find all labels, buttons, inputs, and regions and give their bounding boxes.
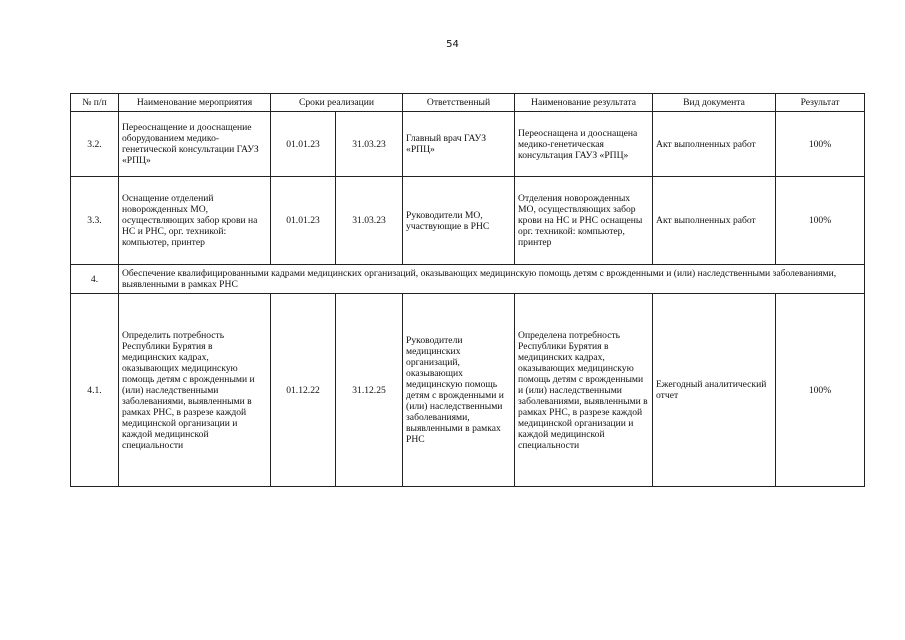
header-row (71, 94, 865, 112)
section-title: Обеспечение квалифицированными кадрами медицинских организаций, оказывающих медицинскую помощь детям с врожденными и (или) наследственными заболеваниями, выявленными в рамках РНС (119, 265, 865, 294)
cell-result: 100% (776, 177, 865, 265)
cell-name: Переоснащение и дооснащение оборудованием медико-генетической консультации ГАУЗ «РПЦ» (119, 112, 271, 177)
cell-num: 3.3. (71, 177, 119, 265)
header-deadlines: Сроки реализации (271, 94, 403, 112)
cell-responsible: Руководители МО, участвующие в РНС (403, 177, 515, 265)
section-num: 4. (71, 265, 119, 294)
plan-table (70, 93, 865, 487)
page-number: 54 (446, 39, 459, 50)
cell-result: 100% (776, 294, 865, 487)
cell-responsible: Главный врач ГАУЗ «РПЦ» (403, 112, 515, 177)
cell-num: 3.2. (71, 112, 119, 177)
cell-result-name: Определена потребность Республики Бурятия в медицинских кадрах, оказывающих медицинскую помощь детям с врожденными и (или) наследственными заболеваниями, выявленными в рамках РНС, в разрезе каждой медицинской организации и каждой медицинской специальности (515, 294, 653, 487)
table-row (71, 294, 865, 487)
cell-doc-type: Акт выполненных работ (653, 177, 776, 265)
cell-responsible: Руководители медицинских организаций, оказывающих медицинскую помощь детям с врожденными и (или) наследственными заболеваниями, выявленными в рамках РНС (403, 294, 515, 487)
cell-num: 4.1. (71, 294, 119, 487)
cell-start: 01.01.23 (271, 112, 336, 177)
cell-name: Оснащение отделений новорожденных МО, осуществляющих забор крови на НС и РНС, орг. техникой: компьютер, принтер (119, 177, 271, 265)
cell-result-name: Отделения новорожденных МО, осуществляющих забор крови на НС и РНС оснащены орг. техникой: компьютер, принтер (515, 177, 653, 265)
cell-doc-type: Ежегодный аналитический отчет (653, 294, 776, 487)
cell-end: 31.12.25 (336, 294, 403, 487)
header-name: Наименование мероприятия (119, 94, 271, 112)
cell-start: 01.01.23 (271, 177, 336, 265)
cell-result: 100% (776, 112, 865, 177)
header-result-name: Наименование результата (515, 94, 653, 112)
header-result: Результат (776, 94, 865, 112)
header-responsible: Ответственный (403, 94, 515, 112)
header-doc-type: Вид документа (653, 94, 776, 112)
table-row (71, 112, 865, 177)
cell-start: 01.12.22 (271, 294, 336, 487)
cell-end: 31.03.23 (336, 112, 403, 177)
cell-name: Определить потребность Республики Бурятия в медицинских кадрах, оказывающих медицинскую помощь детям с врожденными и (или) наследственными заболеваниями, выявленными в рамках РНС, в разрезе каждой медицинской организации и каждой медицинской специальности (119, 294, 271, 487)
header-num: № п/п (71, 94, 119, 112)
cell-result-name: Переоснащена и дооснащена медико-генетическая консультация ГАУЗ «РПЦ» (515, 112, 653, 177)
cell-end: 31.03.23 (336, 177, 403, 265)
section-row (71, 265, 865, 294)
cell-doc-type: Акт выполненных работ (653, 112, 776, 177)
table-row (71, 177, 865, 265)
